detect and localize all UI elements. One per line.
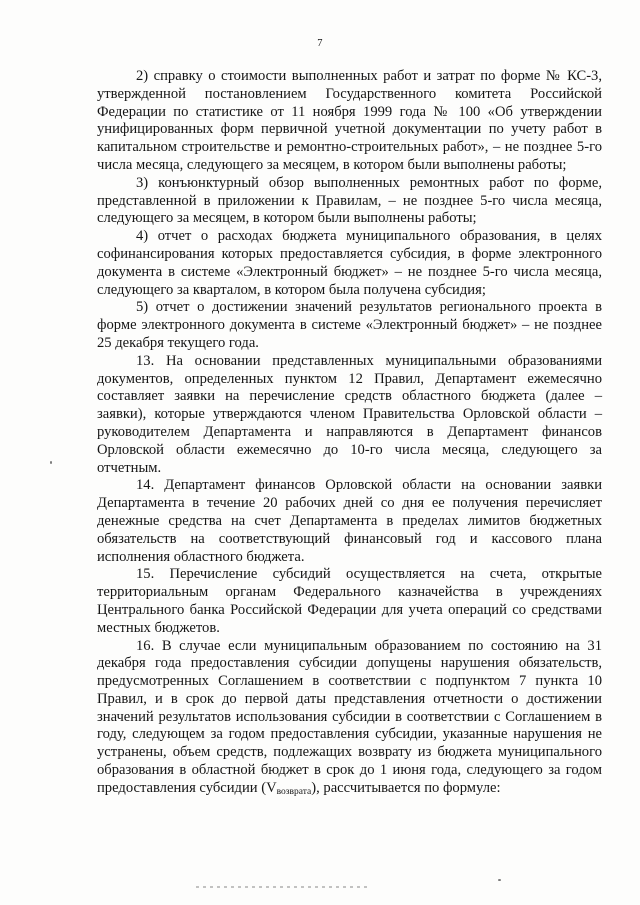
paragraph-item-5-results-report: 5) отчет о достижении значений результатов регионального проекта в форме электронного документа в системе «Электронный бюджет» – не позднее 25 декабря текущего года. <box>97 299 602 351</box>
document-body <box>97 68 602 802</box>
formula-subscript: возврата <box>276 786 312 797</box>
paragraph-item-3-market-review: 3) конъюнктурный обзор выполненных ремонтных работ по форме, представленной в приложении к Правилам, – не позднее 5-го числа месяца, следующего за месяцем, в котором были выполнены работы; <box>97 174 602 227</box>
paragraph-15: 15. Перечисление субсидий осуществляется на счета, открытые территориальным органам Федерального казначейства в учреждениях Центрального банка Российской Федерации для учета операций со средствами местных бюджетов. <box>97 566 602 636</box>
scan-artifact <box>196 886 368 888</box>
page-number: 7 <box>317 38 323 49</box>
paragraph-item-2-certificate: 2) справку о стоимости выполненных работ и затрат по форме № КС-3, утвержденной постановлением Государственного комитета Российской Федерации по статистике от 11 ноября 1999 года № 100 «Об утверждении унифицированных форм первичной учетной документации по учету работ в капитальном строительстве и ремонтно-строительных работ», – не позднее 5-го числа месяца, следующего за месяцем, в котором были выполнены работы; <box>97 68 602 173</box>
paragraph-16-ending: ), рассчитывается по формуле: <box>311 779 501 796</box>
paragraph-14: 14. Департамент финансов Орловской области на основании заявки Департамента в течение 20 рабочих дней со дня ее получения перечисляет денежные средства на счет Департамента в пределах лимитов бюджетных обязательств на соответствующий финансовый год и кассового плана исполнения областного бюджета. <box>97 477 602 565</box>
paragraph-16-text: 16. В случае если муниципальным образованием по состоянию на 31 декабря года предоставления субсидии допущены нарушения обязательств, предусмотренных Соглашением в соответствии с подпунктом 7 пункта 10 Правил, и в срок до первой даты представления отчетности о достижении значений результатов использования субсидии в соответствии с Соглашением в году, следующем за годом предоставления субсидии, указанные нарушения не устранены, объем средств, подлежащих возврату из бюджета муниципального образования в областной бюджет в срок до 1 июня года, следующего за годом предоставления субсидии (V <box>97 637 602 796</box>
paragraph-item-4-expense-report: 4) отчет о расходах бюджета муниципального образования, в целях софинансирования которых предоставляется субсидия, в форме электронного документа в системе «Электронный бюджет» – не позднее 5-го числа месяца, следующего за кварталом, в котором была получена субсидия; <box>97 228 602 298</box>
scan-speck <box>498 879 501 881</box>
scan-speck <box>50 461 52 464</box>
paragraph-13: 13. На основании представленных муниципальными образованиями документов, определенных пунктом 12 Правил, Департамент ежемесячно составляет заявки на перечисление средств областного бюджета (далее – заявки), которые утверждаются членом Правительства Орловской области – руководителем Департамента и направляются в Департамент финансов Орловской области ежемесячно до 10-го числа месяца, следующего за отчетным. <box>97 352 602 476</box>
paragraph-16 <box>97 638 602 802</box>
